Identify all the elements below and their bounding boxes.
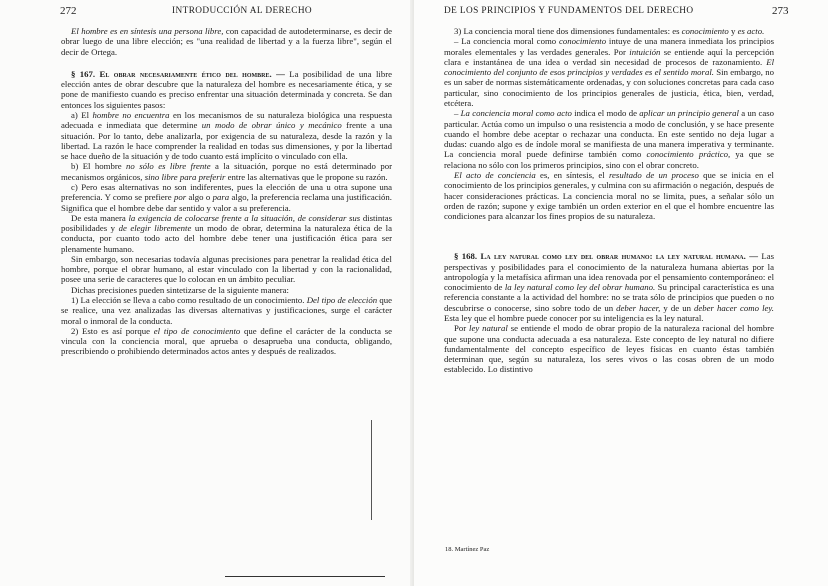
section-168: § 168. La ley natural como ley del obrar humano: la ley natural humana. — Las perspectivas y posibilidades para el conocimiento de la naturaleza humana abiertas por la antropología y la metafísica afirman una idea renovada por el pensamiento contemporáneo: el conocimiento de la ley natural como ley del obrar humano. Su principal característica es una referencia constante a la actividad del hombre: no se trata sólo de principios que pueden o no descubrirse o conocerse, sino sobre todo de un deber hacer, y de un deber hacer como ley. Esta ley que el hombre puede conocer por su inteligencia es la ley natural.	[444, 251, 774, 324]
page-number: 272	[60, 5, 77, 17]
item-3: 3) La conciencia moral tiene dos dimensiones fundamentales: es conocimiento y es acto.	[454, 26, 765, 36]
paragraph-e: Sin embargo, son necesarias todavía algunas precisiones para penetrar la realidad ética del hombre, porque el obrar humano, al estar vinculado con la libertad y con la racionalidad, posee una serie de caracteres que lo colocan en un ámbito peculiar.	[61, 253, 392, 285]
item-2: 2) Esto es así porque el tipo de conocimiento que define el carácter de la conducta se vincula con la conciencia moral, que aprueba o desaprueba una conducta, obligando, prescribiendo o prohibiendo determinados actos antes y después de realizados.	[61, 325, 393, 357]
intro-paragraph: El hombre es en síntesis una persona libre, con capacidad de autodeterminarse, es decir de obrar luego de una libre elección; es "una realidad de libertad y a la fuerza libre", según el decir de Ortega.	[61, 26, 392, 57]
dash-paragraph-2: – La conciencia moral como acto indica el modo de aplicar un principio general a un caso particular. Actúa como un impulso o una resistencia a modo de conclusión, y se hace presente cuando el hombre debe aceptar o rechazar una conducta. En este sentido no deja lugar a dudas: cuando algo es de índole moral se manifiesta de una manera imperativa y terminante. La conciencia moral puede definirse también como conocimiento práctico, ya que se relaciona no sólo con los primeros principios, sino con el obrar concreto.	[444, 108, 775, 170]
footer-signature: 18. Martínez Paz	[445, 546, 490, 553]
running-head: DE LOS PRINCIPIOS Y FUNDAMENTOS DEL DERECHO	[444, 6, 694, 16]
ley-paragraph: Por ley natural se entiende el modo de obrar propio de la naturaleza racional del hombre que supone una conducta adecuada a esa naturaleza. Este concepto de ley natural no difiere fundamentalmente del concepto específico de leyes físicas en cuanto éstas también determinan que, según su naturaleza, los seres vivos o las cosas obren de un modo establecido. Lo distintivo	[444, 323, 775, 375]
paragraph-b: b) El hombre no sólo es libre frente a la situación, porque no está determinado por mecanismos orgánicos, sino libre para preferir entre las alternativas que le propone su razón.	[61, 161, 392, 182]
right-text-column	[444, 26, 774, 375]
acto-paragraph: El acto de conciencia es, en síntesis, el resultado de un proceso que se inicia en el conocimiento de los principios generales, y culmina con su afirmación o negación, después de hacer consideraciones prácticas. La conciencia moral no se limita, pues, a señalar sólo un orden de razón; supone y exige también un orden exterior en el que el hombre encuentre las condiciones para alcanzar los fines propios de su naturaleza.	[444, 169, 774, 222]
running-head: INTRODUCCIÓN AL DERECHO	[172, 6, 313, 16]
section-167: § 167. El obrar necesariamente ético del hombre. — La posibilidad de una libre elección antes de obrar descubre que la naturaleza del hombre es necesariamente ética, y se pone de manifiesto cuando es preciso enfrentar una situación determinada y concreta. Se dan entonces los siguientes pasos:	[61, 68, 393, 110]
right-page	[414, 0, 828, 586]
section-heading: § 167. El obrar necesariamente ético del hombre. —	[71, 68, 285, 79]
item-1: 1) La elección se lleva a cabo como resultado de un conocimiento. Del tipo de elección que se realice, una vez analizadas las diversas alternativas y justificaciones, surge el carácter moral o inmoral de la conducta.	[61, 295, 392, 326]
section-heading: § 168. La ley natural como ley del obrar humano: la ley natural humana. —	[454, 251, 758, 262]
left-text-column	[61, 26, 392, 357]
paragraph-a: a) El hombre no encuentra en los mecanismos de su naturaleza biológica una respuesta adecuada e inmediata que determine un modo de obrar único y mecánico frente a una situación. Por lo tanto, debe analizarla, por exigencia de su naturaleza, desde la razón y la libertad. La razón le hace comprender la realidad en todas sus dimensiones, y por la libertad se hace dueño de la situación y de todo cuanto está implícito o vinculado con ella.	[61, 109, 392, 162]
bottom-rule	[225, 576, 385, 577]
page-number: 273	[772, 5, 789, 17]
paragraph-c: c) Pero esas alternativas no son indiferentes, pues la elección de una u otra supone una preferencia. Y como se prefiere por algo o para algo, la preferencia reclama una justificación. Significa que el hombre debe dar sentido y valor a su preferencia.	[61, 181, 392, 213]
margin-mark	[371, 420, 372, 520]
paragraph-f: Dichas precisiones pueden sintetizarse de la siguiente manera:	[71, 284, 289, 295]
dash-paragraph-1: – La conciencia moral como conocimiento intuye de una manera inmediata los principios morales elementales y las verdades generales. Por intuición se entiende aquí la percepción clara e instantánea de una idea o verdad sin necesidad de procesos de razonamiento. El conocimiento del conjunto de esos principios y verdades es el sentido moral. Sin embargo, no es un saber de normas sistemáticamente ordenadas, y con soluciones concretas para cada caso particular, sino conocimiento de los principios generales de justicia, ética, bien, verdad, etcétera.	[444, 36, 774, 108]
paragraph-d: De esta manera la exigencia de colocarse frente a la situación, de considerar sus distintas posibilidades y de elegir libremente un modo de obrar, determina la naturaleza ética de la conducta, por cuanto todo acto del hombre debe tener una justificación ética para ser plenamente humano.	[61, 212, 392, 254]
